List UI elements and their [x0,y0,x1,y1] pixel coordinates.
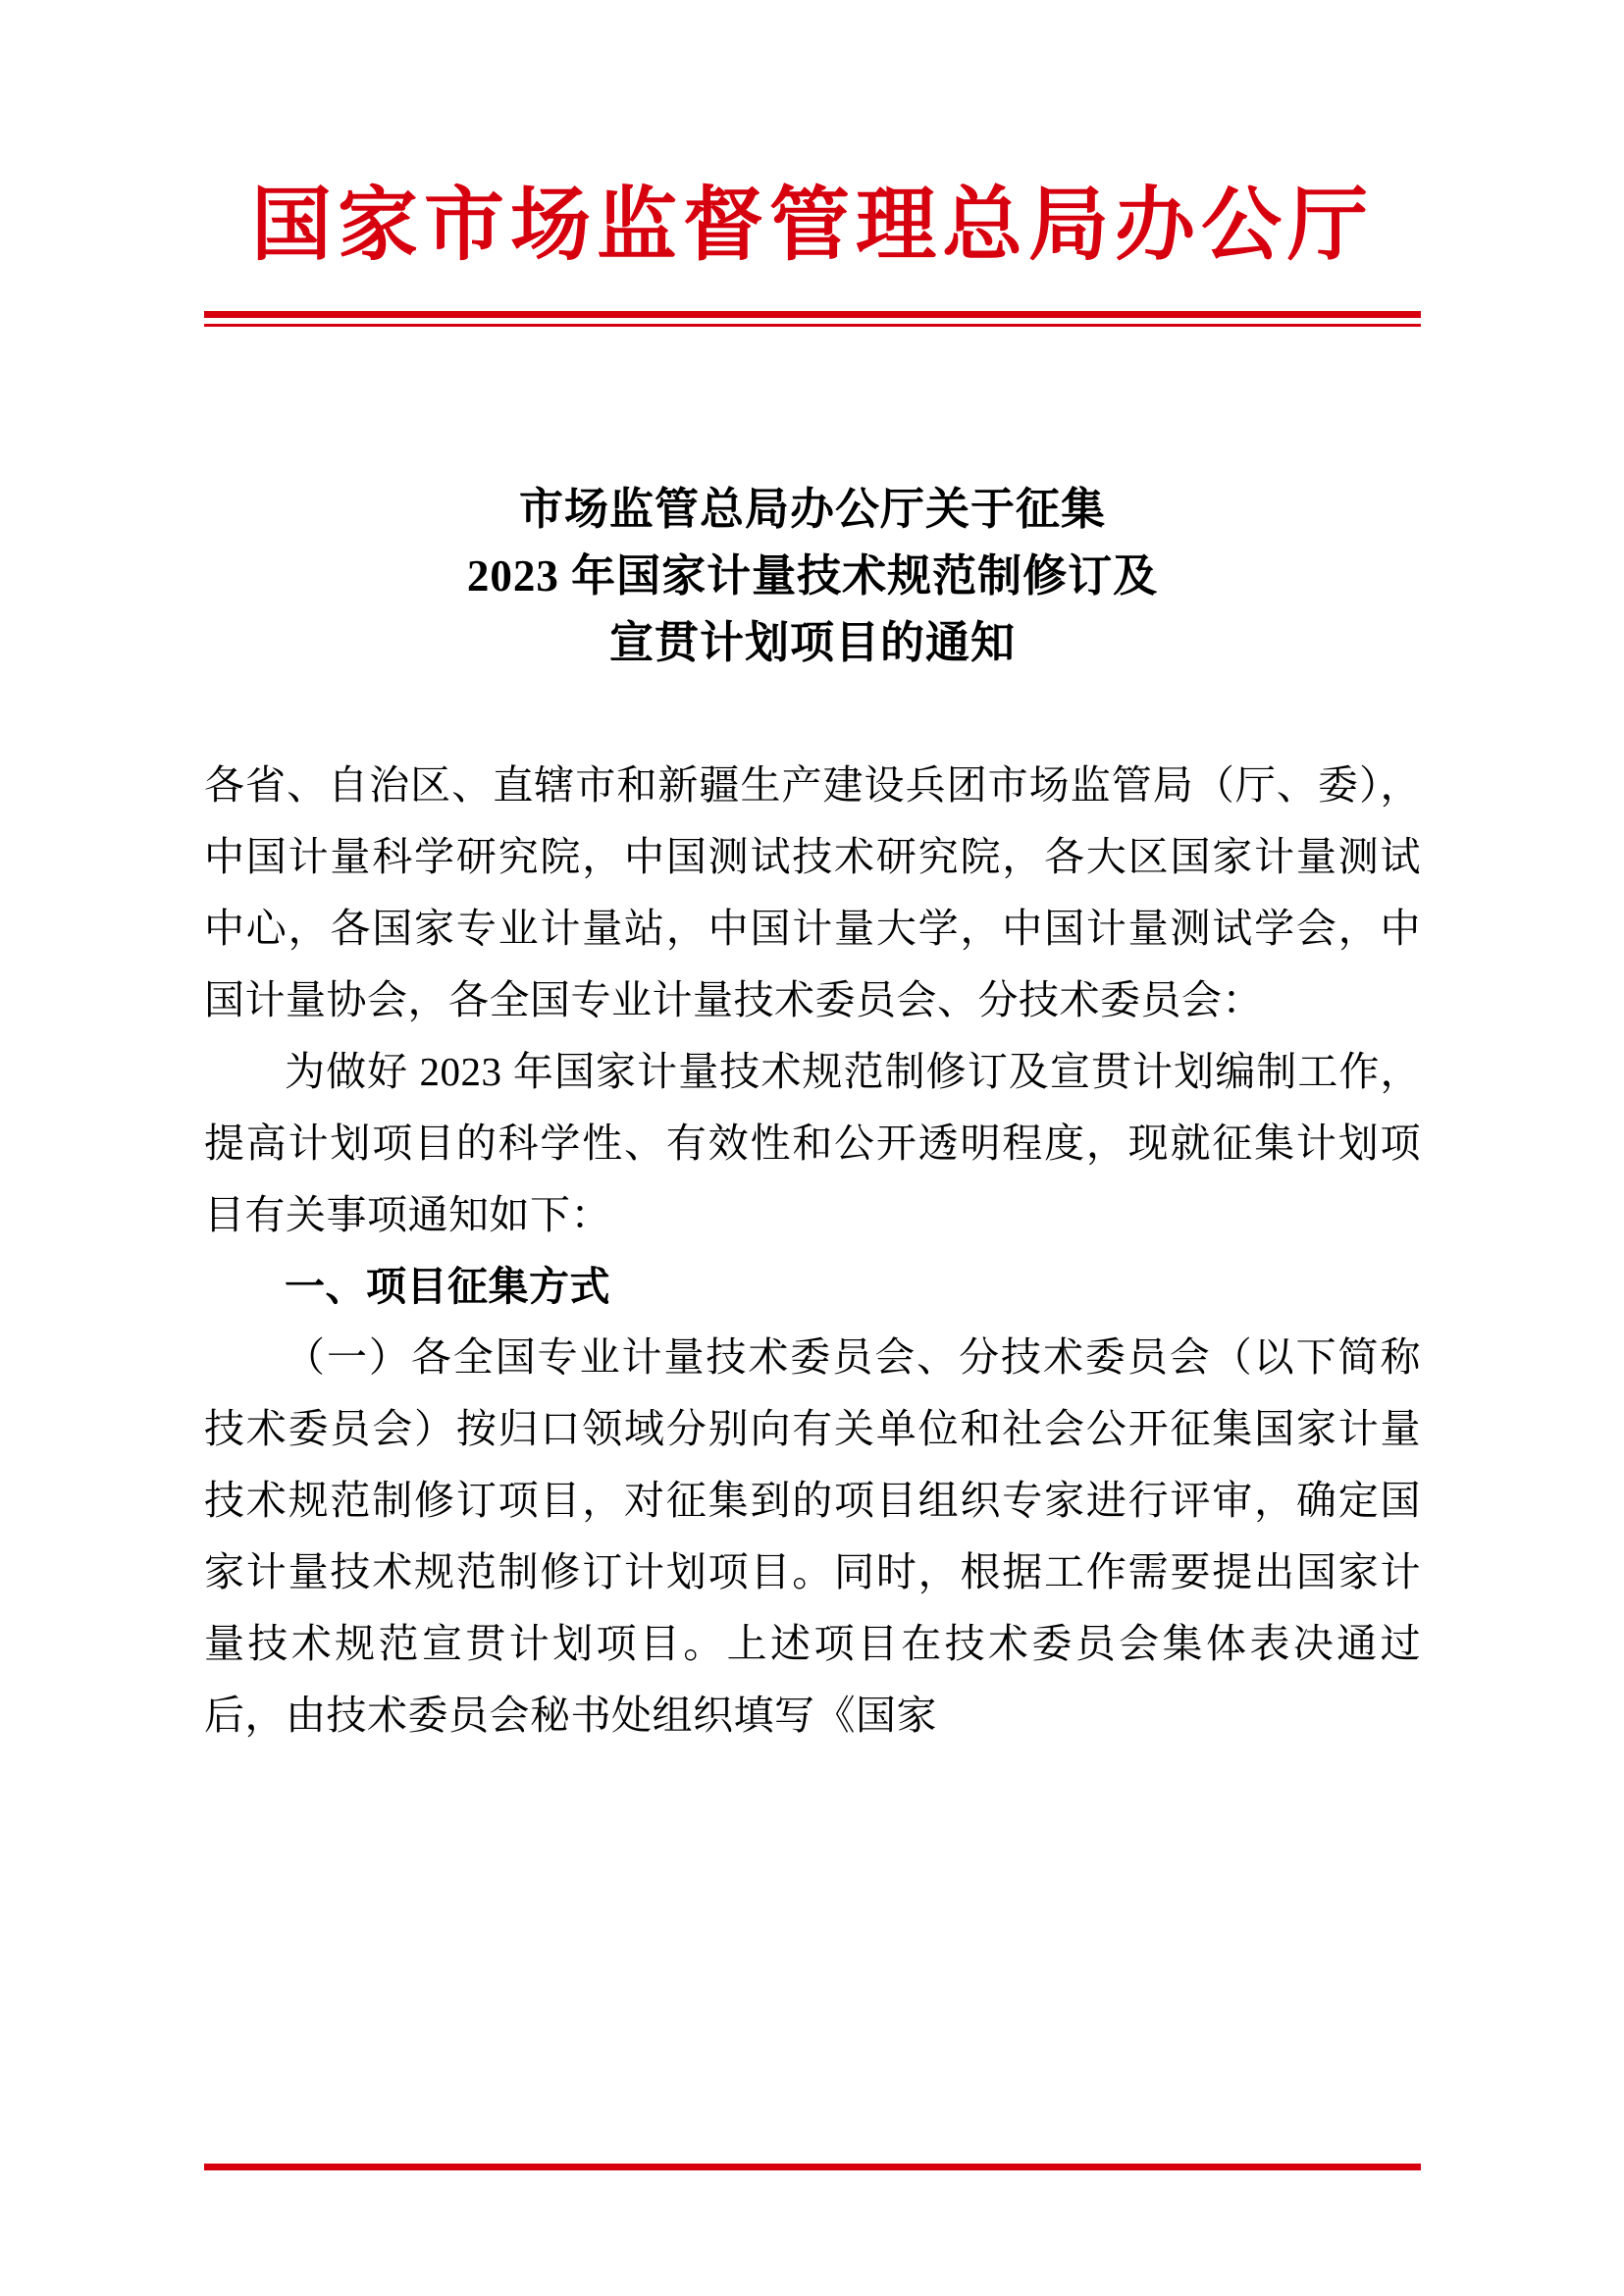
section-heading-one: 一、项目征集方式 [285,1263,610,1309]
masthead-rule-thick [204,311,1421,318]
page-content [204,0,1421,2296]
document-title-line-1: 市场监管总局办公厅关于征集 [518,484,1106,534]
document-title [204,476,1421,677]
footer-rule-thick [204,2164,1421,2170]
paragraph-recipients: 各省、自治区、直辖市和新疆生产建设兵团市场监管局（厅、委），中国计量科学研究院，中国测试技术研究院，各大区国家计量测试中心，各国家专业计量站，中国计量大学，中国计量测试学会，中国计量协会，各全国专业计量技术委员会、分技术委员会： [204,761,1421,1022]
document-title-line-3: 宣贯计划项目的通知 [608,618,1016,668]
masthead-rule-thin [204,324,1421,327]
footer-rules [204,2164,1421,2170]
document-body [204,750,1421,1752]
issuing-agency-title: 国家市场监督管理总局办公厅 [250,181,1374,270]
masthead [204,0,1421,327]
document-title-line-2: 2023 年国家计量技术规范制修订及 [466,550,1159,600]
paragraph-item-one: （一）各全国专业计量技术委员会、分技术委员会（以下简称技术委员会）按归口领域分别向有关单位和社会公开征集国家计量技术规范制修订项目，对征集到的项目组织专家进行评审，确定国家计量技术规范制修订计划项目。同时，根据工作需要提出国家计量技术规范宣贯计划项目。上述项目在技术委员会集体表决通过后，由技术委员会秘书处组织填写《国家 [204,1334,1421,1739]
paragraph-opening: 为做好 2023 年国家计量技术规范制修订及宣贯计划编制工作，提高计划项目的科学性、有效性和公开透明程度，现就征集计划项目有关事项通知如下： [204,1048,1421,1237]
masthead-rules [204,311,1421,327]
